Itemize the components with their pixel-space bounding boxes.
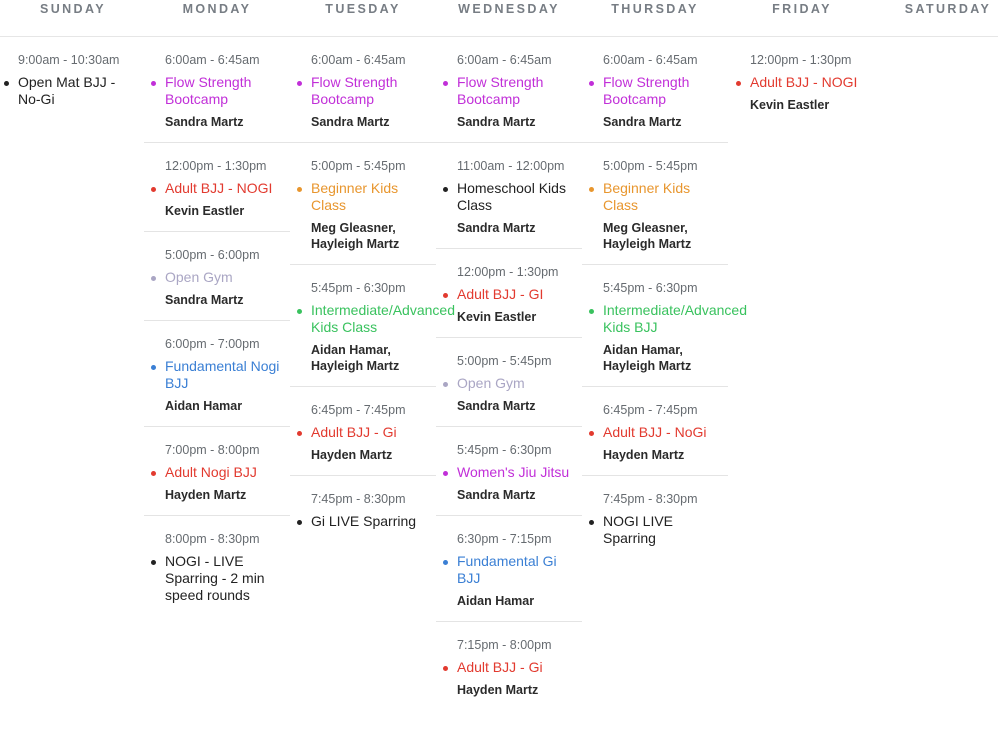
bullet-dot-icon [151, 276, 156, 281]
class-name-text: Homeschool Kids Class [457, 180, 566, 213]
class-time: 5:00pm - 5:45pm [311, 159, 406, 173]
bullet-dot-icon [4, 81, 9, 86]
bullet-dot-icon [589, 520, 594, 525]
class-name-text: Adult BJJ - NOGI [750, 74, 858, 90]
bullet-dot-icon [443, 560, 448, 565]
class-name-text: Open Mat BJJ - No-Gi [18, 74, 116, 107]
class-name-text: NOGI - LIVE Sparring - 2 min speed rounds [165, 553, 265, 603]
bullet-dot-icon [297, 81, 302, 86]
class-name-text: Adult BJJ - GI [457, 286, 544, 302]
class-name[interactable] [165, 358, 286, 392]
bullet-dot-icon [589, 187, 594, 192]
day-header-sunday: SUNDAY [39, 2, 107, 16]
class-instructor: Sandra Martz [165, 115, 244, 129]
class-instructor: Hayden Martz [311, 448, 393, 462]
class-time: 6:45pm - 7:45pm [603, 403, 698, 417]
day-header-monday: MONDAY [182, 2, 252, 16]
class-time: 5:45pm - 6:30pm [311, 281, 406, 295]
class-time: 6:00am - 6:45am [311, 53, 406, 67]
class-entry[interactable] [582, 143, 728, 265]
class-instructor: Aidan Hamar, Hayleigh Martz [311, 343, 400, 373]
class-entry[interactable] [290, 476, 436, 542]
class-name[interactable] [750, 74, 871, 91]
class-time: 7:45pm - 8:30pm [603, 492, 698, 506]
bullet-dot-icon [589, 309, 594, 314]
bullet-dot-icon [589, 431, 594, 436]
class-instructor: Hayden Martz [165, 488, 247, 502]
class-entry[interactable] [144, 143, 290, 232]
bullet-dot-icon [443, 666, 448, 671]
class-instructor: Meg Gleasner, Hayleigh Martz [603, 221, 692, 251]
class-name-text: Adult BJJ - NoGi [603, 424, 707, 440]
class-name[interactable] [165, 180, 286, 197]
class-entry[interactable] [436, 622, 582, 710]
class-name[interactable] [165, 74, 286, 108]
class-name-text: Open Gym [457, 375, 525, 391]
class-time: 6:00pm - 7:00pm [165, 337, 260, 351]
class-name[interactable] [603, 513, 724, 547]
class-time: 5:00pm - 5:45pm [457, 354, 552, 368]
class-time: 5:00pm - 5:45pm [603, 159, 698, 173]
class-instructor: Kevin Eastler [457, 310, 537, 324]
class-entry[interactable] [290, 387, 436, 476]
class-time: 5:00pm - 6:00pm [165, 248, 260, 262]
class-instructor: Sandra Martz [165, 293, 244, 307]
class-instructor: Sandra Martz [457, 399, 536, 413]
class-entry[interactable] [436, 427, 582, 516]
class-name[interactable] [311, 302, 455, 336]
day-column-tuesday [290, 37, 455, 542]
class-name-text: Adult BJJ - Gi [311, 424, 397, 440]
class-name[interactable] [311, 424, 432, 441]
class-name-text: Fundamental Gi BJJ [457, 553, 557, 586]
day-column-monday [144, 37, 290, 616]
class-entry[interactable] [582, 387, 728, 476]
class-time: 8:00pm - 8:30pm [165, 532, 260, 546]
day-column-wednesday [436, 37, 582, 710]
class-name[interactable] [165, 269, 286, 286]
class-name[interactable] [311, 74, 432, 108]
class-instructor: Kevin Eastler [165, 204, 245, 218]
class-entry[interactable] [144, 37, 290, 143]
class-instructor: Aidan Hamar, Hayleigh Martz [603, 343, 692, 373]
class-name[interactable] [457, 375, 578, 392]
class-time: 6:00am - 6:45am [457, 53, 552, 67]
class-time: 5:45pm - 6:30pm [457, 443, 552, 457]
class-entry[interactable] [290, 265, 455, 387]
class-name-text: Flow Strength Bootcamp [165, 74, 252, 107]
class-time: 7:45pm - 8:30pm [311, 492, 406, 506]
class-name-text: Flow Strength Bootcamp [311, 74, 398, 107]
class-time: 11:00am - 12:00pm [457, 159, 565, 173]
class-name[interactable] [457, 659, 578, 676]
class-name-text: Gi LIVE Sparring [311, 513, 417, 529]
class-entry[interactable] [436, 338, 582, 427]
day-column-friday [729, 37, 875, 125]
class-name-text: Adult BJJ - NOGI [165, 180, 273, 196]
class-instructor: Aidan Hamar [457, 594, 535, 608]
class-time: 6:00am - 6:45am [165, 53, 260, 67]
class-name-text: Intermediate/Advanced Kids Class [311, 302, 455, 335]
class-name[interactable] [311, 180, 432, 214]
bullet-dot-icon [151, 471, 156, 476]
bullet-dot-icon [443, 81, 448, 86]
class-instructor: Hayden Martz [457, 683, 539, 697]
class-instructor: Sandra Martz [311, 115, 390, 129]
bullet-dot-icon [736, 81, 741, 86]
class-time: 7:00pm - 8:00pm [165, 443, 260, 457]
class-entry[interactable] [582, 265, 747, 387]
class-name-text: Adult BJJ - Gi [457, 659, 543, 675]
bullet-dot-icon [297, 431, 302, 436]
class-time: 9:00am - 10:30am [18, 53, 120, 67]
class-entry[interactable] [582, 476, 728, 559]
class-name-text: Adult Nogi BJJ [165, 464, 257, 480]
bullet-dot-icon [151, 81, 156, 86]
day-header-saturday: SATURDAY [904, 2, 992, 16]
class-instructor: Aidan Hamar [165, 399, 243, 413]
class-instructor: Sandra Martz [457, 115, 536, 129]
class-entry[interactable] [290, 37, 436, 143]
bullet-dot-icon [443, 187, 448, 192]
class-entry[interactable] [290, 143, 436, 265]
class-name-text: Fundamental Nogi BJJ [165, 358, 280, 391]
class-time: 12:00pm - 1:30pm [750, 53, 852, 67]
class-name[interactable] [457, 286, 578, 303]
class-time: 12:00pm - 1:30pm [457, 265, 559, 279]
class-time: 5:45pm - 6:30pm [603, 281, 698, 295]
bullet-dot-icon [297, 187, 302, 192]
class-name[interactable] [457, 553, 578, 587]
day-header-wednesday: WEDNESDAY [458, 2, 560, 16]
bullet-dot-icon [443, 471, 448, 476]
class-name-text: Women's Jiu Jitsu [457, 464, 570, 480]
bullet-dot-icon [151, 560, 156, 565]
class-time: 6:30pm - 7:15pm [457, 532, 552, 546]
class-instructor: Meg Gleasner, Hayleigh Martz [311, 221, 400, 251]
class-name-text: Flow Strength Bootcamp [603, 74, 690, 107]
class-name[interactable] [457, 180, 578, 214]
class-name-text: Intermediate/Advanced Kids BJJ [603, 302, 747, 335]
class-entry[interactable] [144, 232, 290, 321]
class-entry[interactable] [729, 37, 875, 125]
class-name[interactable] [603, 424, 724, 441]
class-name[interactable] [603, 74, 724, 108]
class-name[interactable] [457, 464, 578, 481]
class-time: 6:00am - 6:45am [603, 53, 698, 67]
class-name[interactable] [18, 74, 139, 108]
bullet-dot-icon [589, 81, 594, 86]
class-entry[interactable] [144, 516, 290, 616]
class-name-text: Beginner Kids Class [603, 180, 691, 213]
class-name-text: Flow Strength Bootcamp [457, 74, 544, 107]
class-instructor: Kevin Eastler [750, 98, 830, 112]
bullet-dot-icon [443, 382, 448, 387]
day-column-sunday [0, 37, 143, 120]
class-name[interactable] [165, 464, 286, 481]
day-header-friday: FRIDAY [772, 2, 832, 16]
class-time: 12:00pm - 1:30pm [165, 159, 267, 173]
class-instructor: Sandra Martz [457, 488, 536, 502]
day-column-thursday [582, 37, 747, 559]
class-name[interactable] [603, 180, 724, 214]
class-instructor: Sandra Martz [603, 115, 682, 129]
class-entry[interactable] [436, 143, 582, 249]
bullet-dot-icon [151, 365, 156, 370]
class-time: 7:15pm - 8:00pm [457, 638, 552, 652]
day-header-tuesday: TUESDAY [325, 2, 401, 16]
class-time: 6:45pm - 7:45pm [311, 403, 406, 417]
class-name[interactable] [165, 553, 286, 604]
class-entry[interactable] [436, 37, 582, 143]
class-entry[interactable] [436, 249, 582, 338]
class-entry[interactable] [144, 427, 290, 516]
class-name[interactable] [311, 513, 432, 530]
class-instructor: Sandra Martz [457, 221, 536, 235]
class-name-text: Beginner Kids Class [311, 180, 399, 213]
bullet-dot-icon [443, 293, 448, 298]
class-name[interactable] [457, 74, 578, 108]
class-entry[interactable] [582, 37, 728, 143]
class-name[interactable] [603, 302, 747, 336]
day-header-thursday: THURSDAY [611, 2, 699, 16]
bullet-dot-icon [297, 309, 302, 314]
class-name-text: NOGI LIVE Sparring [603, 513, 674, 546]
class-entry[interactable] [436, 516, 582, 622]
day-header-row [0, 0, 998, 37]
bullet-dot-icon [297, 520, 302, 525]
class-entry[interactable] [144, 321, 290, 427]
class-entry[interactable] [0, 37, 143, 120]
class-instructor: Hayden Martz [603, 448, 685, 462]
class-name-text: Open Gym [165, 269, 233, 285]
bullet-dot-icon [151, 187, 156, 192]
